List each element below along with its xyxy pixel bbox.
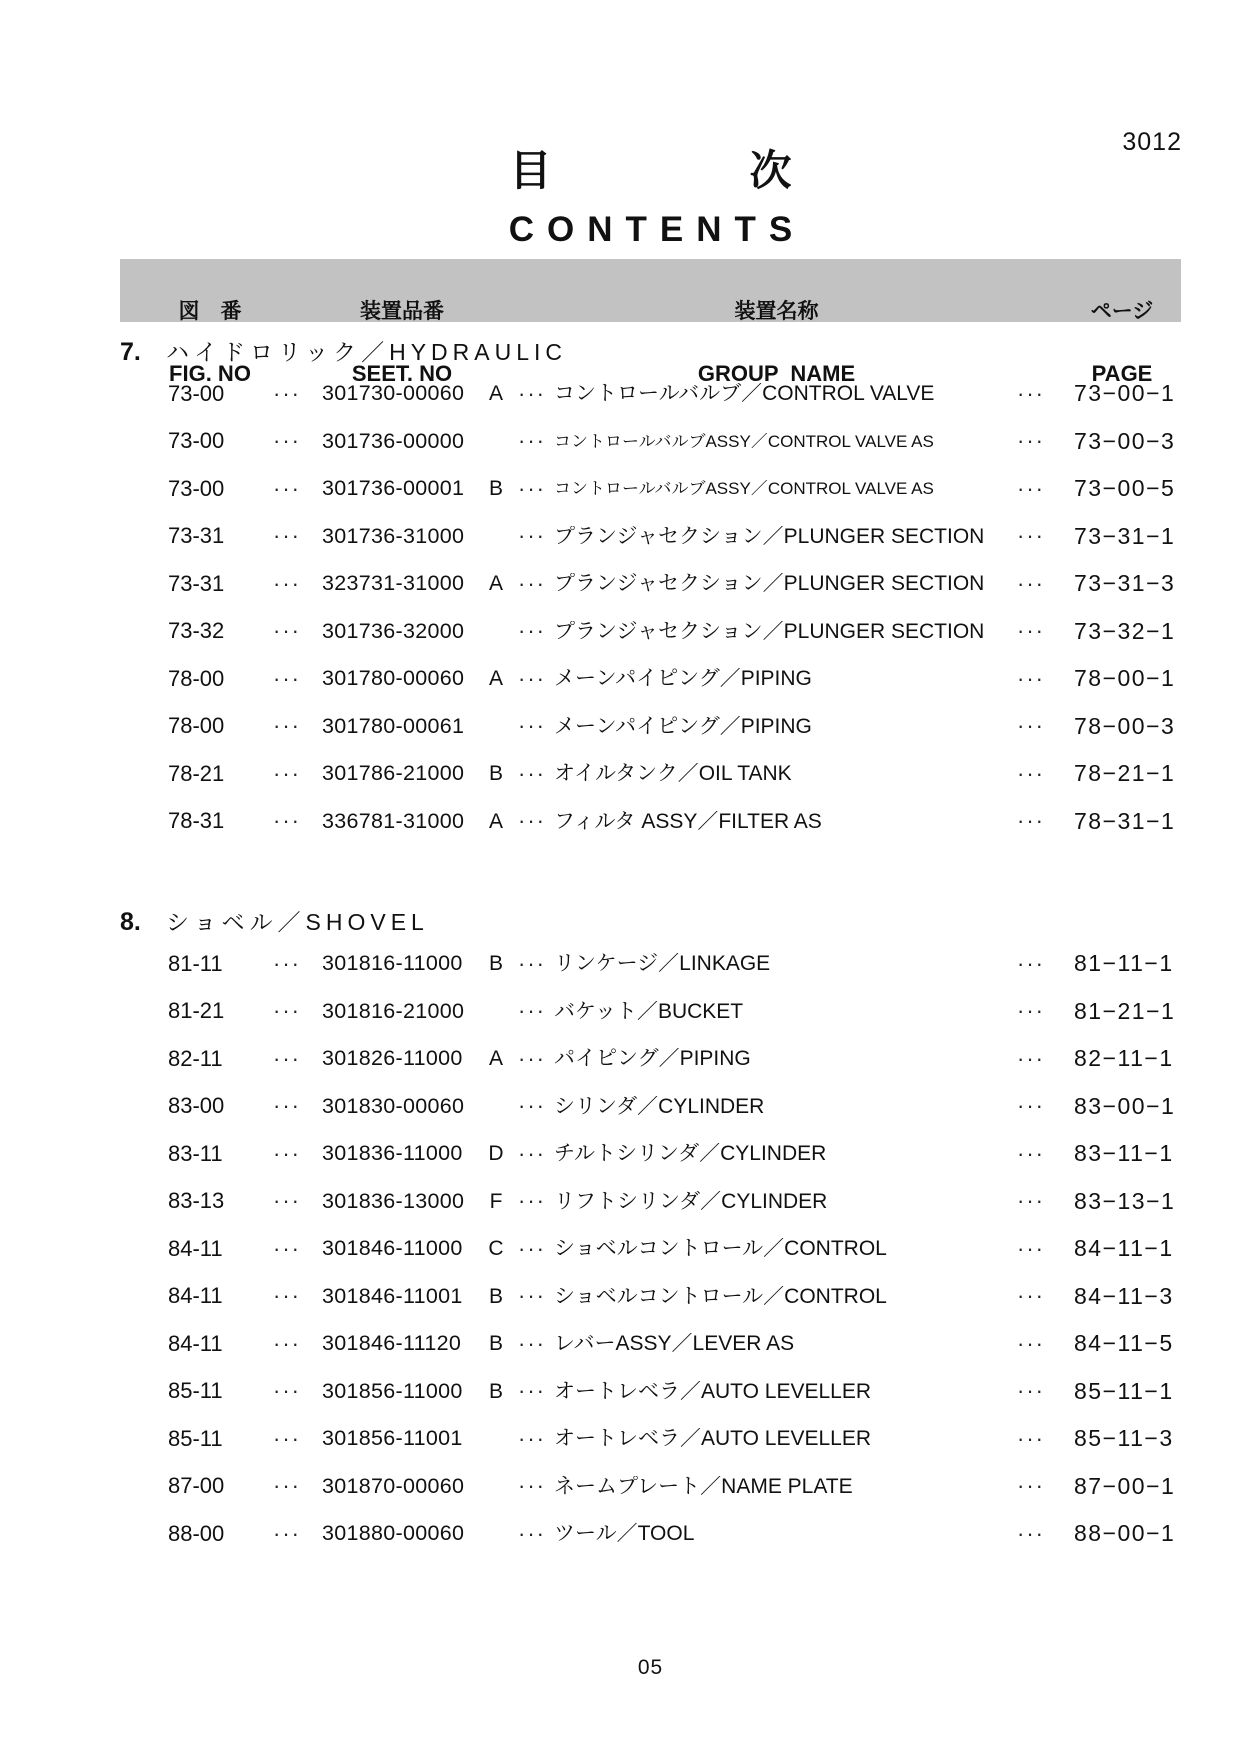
revision-cell: A <box>488 572 503 596</box>
table-row <box>120 1178 1181 1226</box>
sheet-no-cell: 301846-11000 <box>322 1236 463 1260</box>
revision-cell: A <box>488 1047 503 1071</box>
leader-dots: ··· <box>518 1045 546 1071</box>
column-header-fig-no-en: FIG. NO <box>169 361 251 386</box>
table-row <box>120 1368 1181 1416</box>
column-header-page-jp: ページ <box>1090 300 1154 323</box>
fig-no-cell: 83-13 <box>168 1188 225 1214</box>
revision-cell: D <box>488 1142 504 1166</box>
leader-dots: ··· <box>1017 475 1045 501</box>
group-name-cell: レバーASSY／LEVER AS <box>554 1333 795 1355</box>
group-name-cell: リフトシリンダ／CYLINDER <box>554 1190 828 1212</box>
fig-no-cell: 87-00 <box>168 1473 225 1499</box>
group-name-cell: リンケージ／LINKAGE <box>554 953 771 975</box>
sheet-no-cell: 301856-11000 <box>322 1378 463 1403</box>
leader-dots: ··· <box>273 950 301 976</box>
fig-no-cell: 78-21 <box>168 760 225 786</box>
group-name-cell: メーンパイピング／PIPING <box>554 715 812 737</box>
leader-dots: ··· <box>518 1473 546 1499</box>
leader-dots: ··· <box>273 808 301 834</box>
sheet-no-cell: 301816-21000 <box>322 998 465 1023</box>
sheet-no-cell: 301856-11001 <box>322 1426 463 1450</box>
sheet-no-cell: 301826-11000 <box>322 1046 463 1070</box>
fig-no-cell: 73-31 <box>168 570 225 596</box>
leader-dots: ··· <box>273 760 301 786</box>
fig-no-cell: 88-00 <box>168 1520 225 1546</box>
group-name-cell: オートレベラ／AUTO LEVELLER <box>554 1428 872 1450</box>
leader-dots: ··· <box>273 570 301 596</box>
leader-dots: ··· <box>1017 380 1045 406</box>
table-row <box>120 1463 1181 1511</box>
leader-dots: ··· <box>273 1093 301 1119</box>
leader-dots: ··· <box>1017 1140 1045 1166</box>
group-name-cell: ショベルコントロール／CONTROL <box>554 1238 887 1260</box>
sheet-no-cell: 301736-00000 <box>322 428 465 453</box>
group-name-cell: プランジャセクション／PLUNGER SECTION <box>554 525 985 547</box>
sheet-no-cell: 301780-00061 <box>322 713 465 738</box>
table-row <box>120 370 1181 418</box>
table-row <box>120 798 1181 846</box>
leader-dots: ··· <box>273 618 301 644</box>
group-name-cell: プランジャセクション／PLUNGER SECTION <box>554 620 985 642</box>
sheet-no-cell: 301736-00001 <box>322 476 465 500</box>
sheet-no-cell: 301836-13000 <box>322 1188 465 1213</box>
group-name-cell: フィルタ ASSY／FILTER AS <box>554 810 822 832</box>
group-name-cell: ショベルコントロール／CONTROL <box>554 1285 887 1307</box>
table-row <box>120 1083 1181 1131</box>
column-header-sheet-no-en: SEET. NO <box>351 361 453 386</box>
page-ref-cell: 83−00−1 <box>1074 1092 1176 1119</box>
revision-cell: B <box>488 477 503 501</box>
revision-cell: A <box>488 809 503 833</box>
page-ref-cell: 87−00−1 <box>1074 1472 1176 1499</box>
group-name-cell: プランジャセクション／PLUNGER SECTION <box>554 573 985 595</box>
title-jp-right-char: 次 <box>749 147 792 194</box>
group-name-cell: コントロールバルブ／CONTROL VALVE <box>554 383 935 405</box>
page-ref-cell: 83−13−1 <box>1074 1187 1176 1214</box>
section-header <box>120 334 1181 366</box>
leader-dots: ··· <box>273 1473 301 1499</box>
fig-no-cell: 84-11 <box>168 1235 223 1261</box>
leader-dots: ··· <box>273 1330 301 1356</box>
section-rows <box>120 370 1181 845</box>
group-name-cell: オートレベラ／AUTO LEVELLER <box>554 1380 872 1402</box>
column-header-sheet-no-jp: 装置品番 <box>360 300 444 323</box>
page-ref-cell: 78−00−3 <box>1074 712 1176 739</box>
column-header-group-name-jp: 装置名称 <box>734 300 819 323</box>
revision-cell: C <box>488 1237 504 1261</box>
leader-dots: ··· <box>1017 1188 1045 1214</box>
sheet-no-cell: 301880-00060 <box>322 1521 465 1545</box>
table-row <box>120 703 1181 751</box>
leader-dots: ··· <box>1017 1235 1045 1261</box>
leader-dots: ··· <box>1017 713 1045 739</box>
leader-dots: ··· <box>1017 1378 1045 1404</box>
revision-cell: B <box>488 1284 503 1308</box>
section-rows <box>120 940 1181 1558</box>
section-number: 8. <box>120 908 141 936</box>
fig-no-cell: 85-11 <box>168 1378 223 1404</box>
leader-dots: ··· <box>518 713 546 739</box>
table-row <box>120 560 1181 608</box>
leader-dots: ··· <box>1017 1093 1045 1119</box>
revision-cell: B <box>488 952 503 976</box>
leader-dots: ··· <box>273 1283 301 1309</box>
leader-dots: ··· <box>1017 665 1045 691</box>
leader-dots: ··· <box>273 1140 301 1166</box>
fig-no-cell: 78-00 <box>168 665 225 691</box>
sheet-no-cell: 301870-00060 <box>322 1473 465 1498</box>
table-row <box>120 1273 1181 1321</box>
page-ref-cell: 81−11−1 <box>1074 950 1174 977</box>
table-row <box>120 1035 1181 1083</box>
page-ref-cell: 83−11−1 <box>1074 1140 1174 1167</box>
section-title: ハイドロリック／HYDRAULIC <box>166 339 567 365</box>
leader-dots: ··· <box>273 523 301 549</box>
page-ref-cell: 78−00−1 <box>1074 665 1176 692</box>
page-ref-cell: 73−31−3 <box>1074 570 1176 597</box>
leader-dots: ··· <box>518 808 546 834</box>
fig-no-cell: 78-00 <box>168 713 225 739</box>
sheet-no-cell: 301830-00060 <box>322 1093 465 1118</box>
table-row <box>120 418 1181 466</box>
leader-dots: ··· <box>518 1140 546 1166</box>
leader-dots: ··· <box>273 1235 301 1261</box>
group-name-cell: シリンダ／CYLINDER <box>554 1095 765 1117</box>
fig-no-cell: 81-21 <box>168 998 225 1024</box>
leader-dots: ··· <box>518 475 546 501</box>
group-name-cell: ネームプレート／NAME PLATE <box>554 1475 853 1497</box>
revision-cell: B <box>488 762 503 786</box>
section-title: ショベル／SHOVEL <box>166 909 429 935</box>
leader-dots: ··· <box>518 1093 546 1119</box>
leader-dots: ··· <box>518 760 546 786</box>
page-title-english: CONTENTS <box>508 210 806 249</box>
page-ref-cell: 84−11−5 <box>1074 1330 1174 1357</box>
table-row <box>120 655 1181 703</box>
leader-dots: ··· <box>1017 523 1045 549</box>
group-name-cell: チルトシリンダ／CYLINDER <box>554 1143 827 1165</box>
leader-dots: ··· <box>518 618 546 644</box>
fig-no-cell: 73-00 <box>168 380 225 406</box>
fig-no-cell: 73-31 <box>168 523 225 549</box>
table-row <box>120 940 1181 988</box>
sheet-no-cell: 301846-11120 <box>322 1331 462 1355</box>
table-row <box>120 1510 1181 1558</box>
page-ref-cell: 73−31−1 <box>1074 522 1176 549</box>
table-row <box>120 1225 1181 1273</box>
leader-dots: ··· <box>1017 1425 1045 1451</box>
sheet-no-cell: 301730-00060 <box>322 381 465 405</box>
group-name-cell: コントロールバルブASSY／CONTROL VALVE AS <box>554 480 934 498</box>
leader-dots: ··· <box>518 1330 546 1356</box>
leader-dots: ··· <box>518 1188 546 1214</box>
leader-dots: ··· <box>518 523 546 549</box>
table-row <box>120 1320 1181 1368</box>
section-8 <box>120 904 1181 1558</box>
table-row <box>120 465 1181 513</box>
leader-dots: ··· <box>273 1425 301 1451</box>
fig-no-cell: 84-11 <box>168 1330 223 1356</box>
revision-cell: A <box>488 382 503 406</box>
group-name-cell: メーンパイピング／PIPING <box>554 668 812 690</box>
leader-dots: ··· <box>518 380 546 406</box>
table-row <box>120 750 1181 798</box>
fig-no-cell: 78-31 <box>168 808 225 834</box>
page-ref-cell: 73−00−5 <box>1074 475 1176 502</box>
fig-no-cell: 82-11 <box>168 1045 223 1071</box>
leader-dots: ··· <box>273 475 301 501</box>
column-header-page-en: PAGE <box>1091 361 1153 386</box>
page-ref-cell: 82−11−1 <box>1074 1045 1174 1072</box>
leader-dots: ··· <box>518 1235 546 1261</box>
sheet-no-cell: 301736-31000 <box>322 523 465 548</box>
leader-dots: ··· <box>518 665 546 691</box>
leader-dots: ··· <box>518 1520 546 1546</box>
page-title-japanese <box>120 147 1181 194</box>
leader-dots: ··· <box>273 665 301 691</box>
sheet-no-cell: 301836-11000 <box>322 1141 463 1165</box>
leader-dots: ··· <box>1017 1473 1045 1499</box>
page-ref-cell: 78−31−1 <box>1074 807 1176 834</box>
leader-dots: ··· <box>273 428 301 454</box>
group-name-cell: バケット／BUCKET <box>554 1000 744 1022</box>
page-ref-cell: 81−21−1 <box>1074 997 1176 1024</box>
table-row <box>120 1130 1181 1178</box>
leader-dots: ··· <box>518 950 546 976</box>
page-ref-cell: 84−11−1 <box>1074 1235 1174 1262</box>
doc-number: 3012 <box>1122 128 1182 156</box>
page-ref-cell: 85−11−1 <box>1074 1377 1174 1404</box>
leader-dots: ··· <box>273 1188 301 1214</box>
revision-cell: B <box>488 1332 503 1356</box>
fig-no-cell: 83-00 <box>168 1093 225 1119</box>
sheet-no-cell: 301786-21000 <box>322 761 465 785</box>
page-ref-cell: 88−00−1 <box>1074 1520 1176 1547</box>
column-header-group-name-en: GROUP NAME <box>697 361 856 386</box>
leader-dots: ··· <box>1017 428 1045 454</box>
sheet-no-cell: 301816-11000 <box>322 951 463 975</box>
section-number: 7. <box>120 338 141 366</box>
leader-dots: ··· <box>273 713 301 739</box>
page-ref-cell: 84−11−3 <box>1074 1282 1174 1309</box>
leader-dots: ··· <box>1017 1520 1045 1546</box>
leader-dots: ··· <box>273 1045 301 1071</box>
sheet-no-cell: 301780-00060 <box>322 666 465 690</box>
leader-dots: ··· <box>1017 808 1045 834</box>
leader-dots: ··· <box>518 428 546 454</box>
revision-cell: A <box>488 667 503 691</box>
revision-cell: F <box>489 1189 503 1213</box>
sheet-no-cell: 336781-31000 <box>322 808 465 833</box>
page-ref-cell: 73−00−3 <box>1074 427 1176 454</box>
leader-dots: ··· <box>518 1378 546 1404</box>
column-header-fig-no-jp: 図 番 <box>178 300 242 323</box>
page-ref-cell: 78−21−1 <box>1074 760 1176 787</box>
leader-dots: ··· <box>1017 570 1045 596</box>
table-row <box>120 1415 1181 1463</box>
leader-dots: ··· <box>273 998 301 1024</box>
leader-dots: ··· <box>1017 998 1045 1024</box>
leader-dots: ··· <box>1017 760 1045 786</box>
fig-no-cell: 73-32 <box>168 618 225 644</box>
page-number-footer: 05 <box>637 1656 664 1679</box>
leader-dots: ··· <box>1017 618 1045 644</box>
page-ref-cell: 85−11−3 <box>1074 1425 1174 1452</box>
sheet-no-cell: 301736-32000 <box>322 618 465 643</box>
leader-dots: ··· <box>518 998 546 1024</box>
table-row <box>120 513 1181 561</box>
fig-no-cell: 83-11 <box>168 1140 223 1166</box>
leader-dots: ··· <box>273 380 301 406</box>
leader-dots: ··· <box>1017 950 1045 976</box>
leader-dots: ··· <box>273 1378 301 1404</box>
leader-dots: ··· <box>273 1520 301 1546</box>
fig-no-cell: 73-00 <box>168 428 225 454</box>
group-name-cell: コントロールバルブASSY／CONTROL VALVE AS <box>554 432 934 450</box>
leader-dots: ··· <box>518 1283 546 1309</box>
section-7 <box>120 334 1181 845</box>
table-row <box>120 608 1181 656</box>
leader-dots: ··· <box>1017 1283 1045 1309</box>
fig-no-cell: 84-11 <box>168 1283 223 1309</box>
group-name-cell: ツール／TOOL <box>554 1523 695 1545</box>
page-ref-cell: 73−32−1 <box>1074 617 1176 644</box>
table-row <box>120 988 1181 1036</box>
group-name-cell: オイルタンク／OIL TANK <box>554 763 792 785</box>
sheet-no-cell: 301846-11001 <box>322 1283 463 1308</box>
fig-no-cell: 85-11 <box>168 1425 223 1451</box>
page-ref-cell: 73−00−1 <box>1074 380 1176 407</box>
title-jp-left-char: 目 <box>509 147 552 194</box>
leader-dots: ··· <box>1017 1330 1045 1356</box>
leader-dots: ··· <box>1017 1045 1045 1071</box>
leader-dots: ··· <box>518 570 546 596</box>
fig-no-cell: 73-00 <box>168 475 225 501</box>
leader-dots: ··· <box>518 1425 546 1451</box>
group-name-cell: パイピング／PIPING <box>554 1048 751 1070</box>
sheet-no-cell: 323731-31000 <box>322 571 465 595</box>
section-header <box>120 904 1181 936</box>
fig-no-cell: 81-11 <box>168 950 223 976</box>
revision-cell: B <box>488 1379 503 1403</box>
